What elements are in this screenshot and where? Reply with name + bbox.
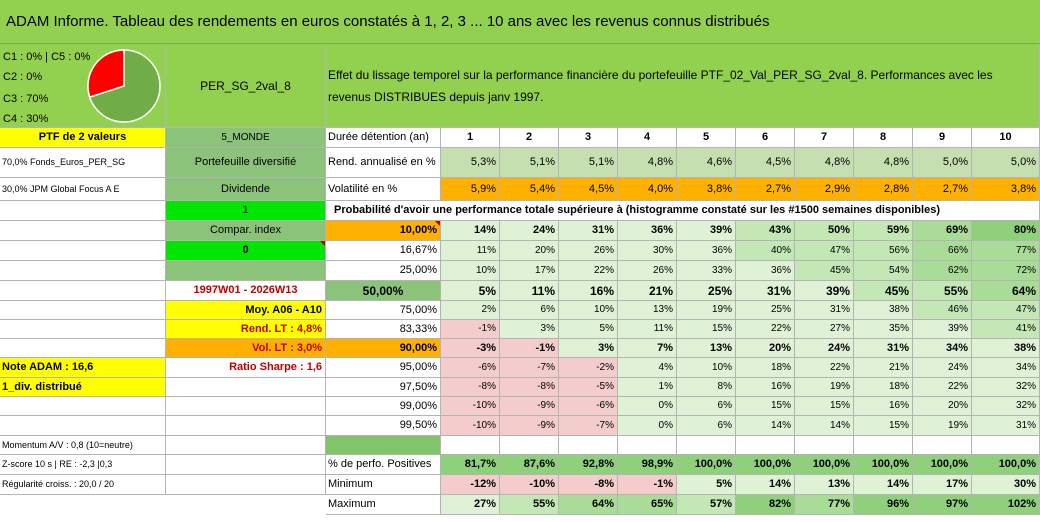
probability-value-6-9: 34% bbox=[913, 339, 972, 358]
momentum: Momentum A/V : 0,8 (10=neutre) bbox=[0, 436, 166, 455]
positive-value-10: 100,0% bbox=[972, 455, 1040, 475]
probability-value-10-7: 14% bbox=[795, 416, 854, 436]
probability-value-8-3: -5% bbox=[559, 378, 618, 397]
portfolio-type: Portefeuille diversifié bbox=[166, 148, 326, 178]
probability-value-7-10: 34% bbox=[972, 358, 1040, 378]
maximum-value-7: 77% bbox=[795, 495, 854, 515]
probability-value-6-3: 3% bbox=[559, 339, 618, 358]
rend-value-5: 4,6% bbox=[677, 148, 736, 178]
threshold-7: 95,00% bbox=[326, 358, 441, 378]
probability-value-9-6: 15% bbox=[736, 397, 795, 416]
probability-value-9-10: 32% bbox=[972, 397, 1040, 416]
rend-label: Rend. annualisé en % bbox=[326, 148, 441, 178]
report-title: ADAM Informe. Tableau des rendements en euros constatés à 1, 2, 3 ... 10 ans avec les revenus connus distribués bbox=[0, 0, 1040, 44]
probability-value-8-6: 16% bbox=[736, 378, 795, 397]
vol-value-5: 3,8% bbox=[677, 178, 736, 201]
probability-value-3-3: 16% bbox=[559, 281, 618, 301]
probability-value-6-4: 7% bbox=[618, 339, 677, 358]
probability-value-3-2: 11% bbox=[500, 281, 559, 301]
empty-b bbox=[166, 397, 326, 416]
rend-value-8: 4,8% bbox=[854, 148, 913, 178]
probability-value-6-6: 20% bbox=[736, 339, 795, 358]
maximum-value-2: 55% bbox=[500, 495, 559, 515]
probability-value-7-7: 22% bbox=[795, 358, 854, 378]
moy-label: Moy. A06 - A10 bbox=[166, 301, 326, 320]
probability-value-7-4: 4% bbox=[618, 358, 677, 378]
positive-value-5: 100,0% bbox=[677, 455, 736, 475]
positive-value-7: 100,0% bbox=[795, 455, 854, 475]
regularite: Régularité croiss. : 20,0 / 20 bbox=[0, 475, 166, 495]
legend-line-1: C1 : 0% | C5 : 0% bbox=[3, 51, 91, 63]
positive-value-6: 100,0% bbox=[736, 455, 795, 475]
sharpe-ratio: Ratio Sharpe : 1,6 bbox=[166, 358, 326, 378]
probability-value-5-1: -1% bbox=[441, 320, 500, 339]
empty-b bbox=[166, 455, 326, 475]
year-header-1: 1 bbox=[441, 128, 500, 148]
year-header-10: 10 bbox=[972, 128, 1040, 148]
probability-value-1-8: 56% bbox=[854, 241, 913, 261]
probability-value-8-5: 8% bbox=[677, 378, 736, 397]
probability-value-0-7: 50% bbox=[795, 221, 854, 241]
vol-lt: Vol. LT : 3,0% bbox=[166, 339, 326, 358]
probability-value-3-9: 55% bbox=[913, 281, 972, 301]
index-number: 1 bbox=[166, 201, 326, 221]
z-score: Z-score 10 s | RE : -2,3 |0,3 bbox=[0, 455, 166, 475]
positive-value-4: 98,9% bbox=[618, 455, 677, 475]
empty-b bbox=[166, 475, 326, 495]
empty-a bbox=[0, 281, 166, 301]
year-header-8: 8 bbox=[854, 128, 913, 148]
probability-value-5-9: 39% bbox=[913, 320, 972, 339]
probability-value-7-2: -7% bbox=[500, 358, 559, 378]
allocation-pie-chart bbox=[86, 48, 162, 124]
duree-label: Durée détention (an) bbox=[326, 128, 441, 148]
probability-value-1-2: 20% bbox=[500, 241, 559, 261]
legend-line-4: C4 : 30% bbox=[3, 113, 49, 125]
threshold-0: 10,00% bbox=[326, 221, 441, 241]
note-adam: Note ADAM : 16,6 bbox=[0, 358, 166, 378]
year-header-2: 2 bbox=[500, 128, 559, 148]
maximum-value-5: 57% bbox=[677, 495, 736, 515]
probability-value-6-2: -1% bbox=[500, 339, 559, 358]
rend-value-2: 5,1% bbox=[500, 148, 559, 178]
rend-value-3: 5,1% bbox=[559, 148, 618, 178]
empty-b bbox=[166, 416, 326, 436]
probability-value-6-5: 13% bbox=[677, 339, 736, 358]
probability-value-6-1: -3% bbox=[441, 339, 500, 358]
threshold-6: 90,00% bbox=[326, 339, 441, 358]
probability-value-10-6: 14% bbox=[736, 416, 795, 436]
income-type: Dividende bbox=[166, 178, 326, 201]
threshold-8: 97,50% bbox=[326, 378, 441, 397]
probability-value-4-8: 38% bbox=[854, 301, 913, 320]
positive-value-8: 100,0% bbox=[854, 455, 913, 475]
year-header-9: 9 bbox=[913, 128, 972, 148]
probability-value-1-6: 40% bbox=[736, 241, 795, 261]
probability-value-1-4: 30% bbox=[618, 241, 677, 261]
positive-value-9: 100,0% bbox=[913, 455, 972, 475]
allocation-legend bbox=[0, 44, 166, 128]
maximum-value-1: 27% bbox=[441, 495, 500, 515]
probability-value-7-8: 21% bbox=[854, 358, 913, 378]
probability-label: Probabilité d'avoir une performance totale supérieure à (histogramme constaté sur les #1500 semaines disponibles) bbox=[326, 201, 1040, 221]
maximum-label: Maximum bbox=[326, 495, 441, 515]
rend-value-10: 5,0% bbox=[972, 148, 1040, 178]
zone-label: 5_MONDE bbox=[166, 128, 326, 148]
maximum-value-3: 64% bbox=[559, 495, 618, 515]
compar-index-value: 0 bbox=[166, 241, 326, 261]
probability-value-4-9: 46% bbox=[913, 301, 972, 320]
probability-value-10-4: 0% bbox=[618, 416, 677, 436]
empty-cell bbox=[736, 436, 795, 455]
empty-a bbox=[0, 339, 166, 358]
probability-value-3-7: 39% bbox=[795, 281, 854, 301]
positive-value-1: 81,7% bbox=[441, 455, 500, 475]
threshold-3: 50,00% bbox=[326, 281, 441, 301]
probability-value-0-9: 69% bbox=[913, 221, 972, 241]
probability-value-3-10: 64% bbox=[972, 281, 1040, 301]
probability-value-7-5: 10% bbox=[677, 358, 736, 378]
empty-cell bbox=[618, 436, 677, 455]
vol-value-10: 3,8% bbox=[972, 178, 1040, 201]
probability-value-10-8: 15% bbox=[854, 416, 913, 436]
probability-value-9-7: 15% bbox=[795, 397, 854, 416]
minimum-value-9: 17% bbox=[913, 475, 972, 495]
probability-value-7-3: -2% bbox=[559, 358, 618, 378]
minimum-value-10: 30% bbox=[972, 475, 1040, 495]
empty-cell bbox=[913, 436, 972, 455]
probability-value-6-8: 31% bbox=[854, 339, 913, 358]
empty-cell bbox=[500, 436, 559, 455]
maximum-value-10: 102% bbox=[972, 495, 1040, 515]
probability-value-4-6: 25% bbox=[736, 301, 795, 320]
holding-1: 70,0% Fonds_Euros_PER_SG bbox=[0, 148, 166, 178]
probability-value-2-1: 10% bbox=[441, 261, 500, 281]
probability-value-5-6: 22% bbox=[736, 320, 795, 339]
probability-value-0-1: 14% bbox=[441, 221, 500, 241]
threshold-9: 99,00% bbox=[326, 397, 441, 416]
probability-value-1-1: 11% bbox=[441, 241, 500, 261]
vol-value-9: 2,7% bbox=[913, 178, 972, 201]
probability-value-4-10: 47% bbox=[972, 301, 1040, 320]
probability-value-8-9: 22% bbox=[913, 378, 972, 397]
probability-value-8-4: 1% bbox=[618, 378, 677, 397]
minimum-value-8: 14% bbox=[854, 475, 913, 495]
rend-value-7: 4,8% bbox=[795, 148, 854, 178]
probability-value-4-1: 2% bbox=[441, 301, 500, 320]
probability-value-6-7: 24% bbox=[795, 339, 854, 358]
empty-cell bbox=[795, 436, 854, 455]
probability-value-1-9: 66% bbox=[913, 241, 972, 261]
probability-value-9-8: 16% bbox=[854, 397, 913, 416]
probability-value-5-5: 15% bbox=[677, 320, 736, 339]
probability-value-9-5: 6% bbox=[677, 397, 736, 416]
empty-b bbox=[166, 378, 326, 397]
probability-value-8-8: 18% bbox=[854, 378, 913, 397]
empty-a bbox=[0, 320, 166, 339]
minimum-value-3: -8% bbox=[559, 475, 618, 495]
rend-value-1: 5,3% bbox=[441, 148, 500, 178]
probability-value-10-2: -9% bbox=[500, 416, 559, 436]
probability-value-0-6: 43% bbox=[736, 221, 795, 241]
probability-value-9-3: -6% bbox=[559, 397, 618, 416]
probability-value-8-2: -8% bbox=[500, 378, 559, 397]
threshold-10: 99,50% bbox=[326, 416, 441, 436]
positive-label: % de perfo. Positives bbox=[326, 455, 441, 475]
probability-value-4-3: 10% bbox=[559, 301, 618, 320]
empty-cell bbox=[972, 436, 1040, 455]
probability-value-3-5: 25% bbox=[677, 281, 736, 301]
ptf-label: PTF de 2 valeurs bbox=[0, 128, 166, 148]
probability-value-10-3: -7% bbox=[559, 416, 618, 436]
maximum-value-4: 65% bbox=[618, 495, 677, 515]
probability-value-8-7: 19% bbox=[795, 378, 854, 397]
probability-value-2-4: 26% bbox=[618, 261, 677, 281]
vol-value-2: 5,4% bbox=[500, 178, 559, 201]
vol-label: Volatilité en % bbox=[326, 178, 441, 201]
empty-a bbox=[0, 416, 166, 436]
probability-value-3-8: 45% bbox=[854, 281, 913, 301]
empty-a bbox=[0, 261, 166, 281]
probability-value-3-1: 5% bbox=[441, 281, 500, 301]
probability-value-10-10: 31% bbox=[972, 416, 1040, 436]
probability-value-10-5: 6% bbox=[677, 416, 736, 436]
positive-value-2: 87,6% bbox=[500, 455, 559, 475]
probability-value-8-1: -8% bbox=[441, 378, 500, 397]
probability-value-4-4: 13% bbox=[618, 301, 677, 320]
probability-value-2-10: 72% bbox=[972, 261, 1040, 281]
probability-value-7-6: 18% bbox=[736, 358, 795, 378]
vol-value-7: 2,9% bbox=[795, 178, 854, 201]
probability-value-5-2: 3% bbox=[500, 320, 559, 339]
probability-value-4-7: 31% bbox=[795, 301, 854, 320]
probability-value-0-2: 24% bbox=[500, 221, 559, 241]
probability-value-0-3: 31% bbox=[559, 221, 618, 241]
minimum-value-7: 13% bbox=[795, 475, 854, 495]
minimum-value-1: -12% bbox=[441, 475, 500, 495]
probability-value-9-2: -9% bbox=[500, 397, 559, 416]
probability-value-3-4: 21% bbox=[618, 281, 677, 301]
probability-value-1-7: 47% bbox=[795, 241, 854, 261]
year-header-6: 6 bbox=[736, 128, 795, 148]
vol-value-1: 5,9% bbox=[441, 178, 500, 201]
minimum-value-5: 5% bbox=[677, 475, 736, 495]
probability-value-1-5: 36% bbox=[677, 241, 736, 261]
portfolio-name: PER_SG_2val_8 bbox=[166, 44, 326, 128]
threshold-2: 25,00% bbox=[326, 261, 441, 281]
threshold-4: 75,00% bbox=[326, 301, 441, 320]
probability-value-1-10: 77% bbox=[972, 241, 1040, 261]
threshold-5: 83,33% bbox=[326, 320, 441, 339]
vol-value-8: 2,8% bbox=[854, 178, 913, 201]
period-range: 1997W01 - 2026W13 bbox=[166, 281, 326, 301]
probability-value-2-2: 17% bbox=[500, 261, 559, 281]
minimum-value-2: -10% bbox=[500, 475, 559, 495]
minimum-value-4: -1% bbox=[618, 475, 677, 495]
vol-value-3: 4,5% bbox=[559, 178, 618, 201]
empty-b bbox=[166, 436, 326, 455]
year-header-3: 3 bbox=[559, 128, 618, 148]
probability-value-5-8: 35% bbox=[854, 320, 913, 339]
maximum-value-9: 97% bbox=[913, 495, 972, 515]
vol-value-4: 4,0% bbox=[618, 178, 677, 201]
probability-value-10-1: -10% bbox=[441, 416, 500, 436]
rend-lt: Rend. LT : 4,8% bbox=[166, 320, 326, 339]
probability-value-0-10: 80% bbox=[972, 221, 1040, 241]
probability-value-5-3: 5% bbox=[559, 320, 618, 339]
probability-value-1-3: 26% bbox=[559, 241, 618, 261]
rend-value-6: 4,5% bbox=[736, 148, 795, 178]
probability-value-0-5: 39% bbox=[677, 221, 736, 241]
probability-value-5-4: 11% bbox=[618, 320, 677, 339]
probability-value-0-4: 36% bbox=[618, 221, 677, 241]
probability-value-5-7: 27% bbox=[795, 320, 854, 339]
empty-cell bbox=[677, 436, 736, 455]
probability-value-8-10: 32% bbox=[972, 378, 1040, 397]
empty-a bbox=[0, 221, 166, 241]
probability-value-7-1: -6% bbox=[441, 358, 500, 378]
threshold-1: 16,67% bbox=[326, 241, 441, 261]
year-header-4: 4 bbox=[618, 128, 677, 148]
probability-value-9-1: -10% bbox=[441, 397, 500, 416]
probability-value-7-9: 24% bbox=[913, 358, 972, 378]
probability-value-0-8: 59% bbox=[854, 221, 913, 241]
legend-line-3: C3 : 70% bbox=[3, 93, 49, 105]
probability-value-6-10: 38% bbox=[972, 339, 1040, 358]
year-header-5: 5 bbox=[677, 128, 736, 148]
compar-index-label: Compar. index bbox=[166, 221, 326, 241]
probability-value-5-10: 41% bbox=[972, 320, 1040, 339]
probability-value-10-9: 19% bbox=[913, 416, 972, 436]
empty-a bbox=[0, 397, 166, 416]
empty-green bbox=[326, 436, 441, 455]
probability-value-2-6: 36% bbox=[736, 261, 795, 281]
probability-value-2-3: 22% bbox=[559, 261, 618, 281]
probability-value-2-7: 45% bbox=[795, 261, 854, 281]
maximum-value-8: 96% bbox=[854, 495, 913, 515]
empty-a bbox=[0, 301, 166, 320]
rend-value-9: 5,0% bbox=[913, 148, 972, 178]
legend-line-2: C2 : 0% bbox=[3, 71, 43, 83]
maximum-value-6: 82% bbox=[736, 495, 795, 515]
vol-value-6: 2,7% bbox=[736, 178, 795, 201]
probability-value-2-5: 33% bbox=[677, 261, 736, 281]
positive-value-3: 92,8% bbox=[559, 455, 618, 475]
empty-cell bbox=[559, 436, 618, 455]
probability-value-4-2: 6% bbox=[500, 301, 559, 320]
probability-value-9-9: 20% bbox=[913, 397, 972, 416]
year-header-7: 7 bbox=[795, 128, 854, 148]
empty-b bbox=[166, 261, 326, 281]
empty-a bbox=[0, 241, 166, 261]
probability-value-4-5: 19% bbox=[677, 301, 736, 320]
minimum-value-6: 14% bbox=[736, 475, 795, 495]
probability-value-2-8: 54% bbox=[854, 261, 913, 281]
empty-a bbox=[0, 201, 166, 221]
empty-cell bbox=[854, 436, 913, 455]
empty-cell bbox=[441, 436, 500, 455]
minimum-label: Minimum bbox=[326, 475, 441, 495]
dividend-count: 1_div. distribué bbox=[0, 378, 166, 397]
probability-value-3-6: 31% bbox=[736, 281, 795, 301]
holding-2: 30,0% JPM Global Focus A E bbox=[0, 178, 166, 201]
probability-value-2-9: 62% bbox=[913, 261, 972, 281]
rend-value-4: 4,8% bbox=[618, 148, 677, 178]
portfolio-description: Effet du lissage temporel sur la performance financière du portefeuille PTF_02_Val_PER_SG_2val_8. Performances avec les revenus DISTRIBUES depuis janv 1997. bbox=[326, 44, 1040, 128]
probability-value-9-4: 0% bbox=[618, 397, 677, 416]
